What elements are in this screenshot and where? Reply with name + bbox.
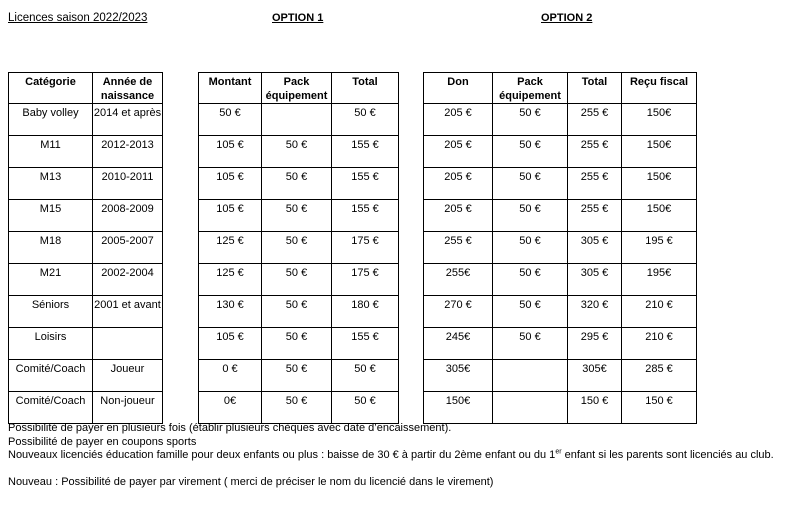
table-cell: M15	[9, 200, 93, 232]
note-line: Possibilité de payer en coupons sports	[8, 435, 197, 448]
table-row	[9, 392, 163, 424]
table-row	[9, 136, 163, 168]
table-cell: 155 €	[332, 168, 399, 200]
table-cell: 130 €	[199, 296, 262, 328]
table-row	[9, 168, 163, 200]
table-row	[9, 232, 163, 264]
table-cell: 305€	[568, 360, 622, 392]
table-cell: 205 €	[424, 104, 493, 136]
table-cell: 125 €	[199, 264, 262, 296]
table-header-row	[9, 73, 163, 104]
table-cell	[93, 328, 163, 360]
table-cell: 210 €	[622, 328, 697, 360]
table-cell: 155 €	[332, 200, 399, 232]
table-cell: 285 €	[622, 360, 697, 392]
col-header-annee: Année de naissance	[93, 73, 163, 104]
table-cell: 50 €	[493, 264, 568, 296]
table-cell: 205 €	[424, 168, 493, 200]
table-cell: 125 €	[199, 232, 262, 264]
table-cell: 305 €	[568, 264, 622, 296]
col-header-montant: Montant	[199, 73, 262, 104]
table-row	[424, 264, 697, 296]
note-line: Possibilité de payer en plusieurs fois (établir plusieurs chèques avec date d’encaissement).	[8, 422, 452, 434]
table-row	[199, 296, 399, 328]
table-cell	[493, 360, 568, 392]
table-row	[424, 200, 697, 232]
table-row	[9, 264, 163, 296]
table-cell: 255 €	[424, 232, 493, 264]
table-cell: 305 €	[568, 232, 622, 264]
table-cell: 150 €	[568, 392, 622, 424]
col-header-total: Total	[332, 73, 399, 104]
table-cell: M13	[9, 168, 93, 200]
table-row	[424, 136, 697, 168]
table-cell: 150 €	[622, 392, 697, 424]
table-cell: 150€	[424, 392, 493, 424]
table-cell: Baby volley	[9, 104, 93, 136]
note-line: Nouveau : Possibilité de payer par virement ( merci de préciser le nom du licencié dans le virement)	[8, 475, 494, 488]
table-cell: 175 €	[332, 264, 399, 296]
table-cell: 50 €	[262, 296, 332, 328]
col-header-pack: Pack équipement	[493, 73, 568, 104]
table-cell: 320 €	[568, 296, 622, 328]
categories-table	[8, 72, 163, 424]
table-cell: 50 €	[493, 296, 568, 328]
table-header-row	[199, 73, 399, 104]
table-cell: 2012-2013	[93, 136, 163, 168]
table-cell: 50 €	[493, 168, 568, 200]
table-cell: 50 €	[493, 136, 568, 168]
table-cell: 0€	[199, 392, 262, 424]
table-cell: Séniors	[9, 296, 93, 328]
table-row	[424, 168, 697, 200]
table-cell: 50 €	[262, 168, 332, 200]
table-cell: 2002-2004	[93, 264, 163, 296]
table-cell: 50 €	[262, 392, 332, 424]
table-cell: 105 €	[199, 328, 262, 360]
note-text: Nouveaux licenciés éducation famille pour deux enfants ou plus : baisse de 30 € à partir du 2ème enfant ou du 1	[8, 449, 556, 461]
table-cell: 2001 et avant	[93, 296, 163, 328]
table-cell: 155 €	[332, 136, 399, 168]
table-row	[424, 360, 697, 392]
table-cell: M11	[9, 136, 93, 168]
table-cell: 50 €	[332, 104, 399, 136]
col-header-recu-fiscal: Reçu fiscal	[622, 73, 697, 104]
page-title: Licences saison 2022/2023	[8, 12, 148, 24]
table-cell: 155 €	[332, 328, 399, 360]
note-superscript: er	[555, 448, 562, 456]
table-cell: 150€	[622, 136, 697, 168]
option1-heading: OPTION 1	[272, 12, 324, 24]
table-row	[9, 360, 163, 392]
table-row	[199, 264, 399, 296]
table-cell: 305€	[424, 360, 493, 392]
table-cell: 255 €	[568, 104, 622, 136]
table-row	[199, 200, 399, 232]
table-cell: 50 €	[493, 200, 568, 232]
table-cell: 255€	[424, 264, 493, 296]
table-cell: 195 €	[622, 232, 697, 264]
table-cell: 195€	[622, 264, 697, 296]
table-cell	[493, 392, 568, 424]
table-cell: 50 €	[262, 200, 332, 232]
table-cell: 2008-2009	[93, 200, 163, 232]
table-cell: 105 €	[199, 136, 262, 168]
table-cell: 50 €	[493, 328, 568, 360]
option2-heading: OPTION 2	[541, 12, 593, 24]
table-cell: 2014 et après	[93, 104, 163, 136]
table-row	[9, 200, 163, 232]
note-text: enfant si les parents sont licenciés au club.	[561, 449, 774, 461]
table-cell: 50 €	[332, 360, 399, 392]
table-cell: 50 €	[262, 136, 332, 168]
table-cell: 50 €	[493, 232, 568, 264]
table-cell: 210 €	[622, 296, 697, 328]
notes	[8, 422, 774, 489]
table-row	[199, 232, 399, 264]
table-cell: 50 €	[262, 264, 332, 296]
table-cell: Loisirs	[9, 328, 93, 360]
table-row	[199, 104, 399, 136]
table-cell: 175 €	[332, 232, 399, 264]
option1-table	[198, 72, 399, 424]
table-cell: 295 €	[568, 328, 622, 360]
table-cell: 50 €	[262, 232, 332, 264]
table-cell: 150€	[622, 168, 697, 200]
table-cell: 205 €	[424, 136, 493, 168]
table-row	[9, 328, 163, 360]
note-line	[8, 449, 774, 463]
col-header-total: Total	[568, 73, 622, 104]
table-cell: 270 €	[424, 296, 493, 328]
table-cell: 50 €	[332, 392, 399, 424]
table-cell: 205 €	[424, 200, 493, 232]
table-cell: Joueur	[93, 360, 163, 392]
table-cell: 50 €	[262, 360, 332, 392]
table-row	[424, 392, 697, 424]
col-header-categorie: Catégorie	[9, 73, 93, 104]
table-cell: 255 €	[568, 200, 622, 232]
table-cell: M18	[9, 232, 93, 264]
table-cell: 180 €	[332, 296, 399, 328]
table-row	[9, 296, 163, 328]
table-cell: 2010-2011	[93, 168, 163, 200]
table-cell: 105 €	[199, 200, 262, 232]
table-row	[199, 168, 399, 200]
table-row	[199, 360, 399, 392]
table-cell: Comité/Coach	[9, 392, 93, 424]
col-header-pack: Pack équipement	[262, 73, 332, 104]
table-row	[424, 104, 697, 136]
table-cell: 0 €	[199, 360, 262, 392]
col-header-don: Don	[424, 73, 493, 104]
table-header-row	[424, 73, 697, 104]
table-row	[424, 232, 697, 264]
table-row	[9, 104, 163, 136]
table-cell: 255 €	[568, 168, 622, 200]
table-row	[199, 136, 399, 168]
table-cell: 50 €	[493, 104, 568, 136]
table-cell: Comité/Coach	[9, 360, 93, 392]
table-cell: 245€	[424, 328, 493, 360]
option2-table	[423, 72, 697, 424]
table-row	[424, 296, 697, 328]
table-cell: 105 €	[199, 168, 262, 200]
table-cell: 150€	[622, 200, 697, 232]
table-cell: 150€	[622, 104, 697, 136]
table-row	[199, 328, 399, 360]
table-cell: M21	[9, 264, 93, 296]
table-cell: 50 €	[199, 104, 262, 136]
table-row	[424, 328, 697, 360]
table-cell: 2005-2007	[93, 232, 163, 264]
table-cell: Non-joueur	[93, 392, 163, 424]
table-cell: 50 €	[262, 328, 332, 360]
table-row	[199, 392, 399, 424]
table-cell	[262, 104, 332, 136]
table-cell: 255 €	[568, 136, 622, 168]
